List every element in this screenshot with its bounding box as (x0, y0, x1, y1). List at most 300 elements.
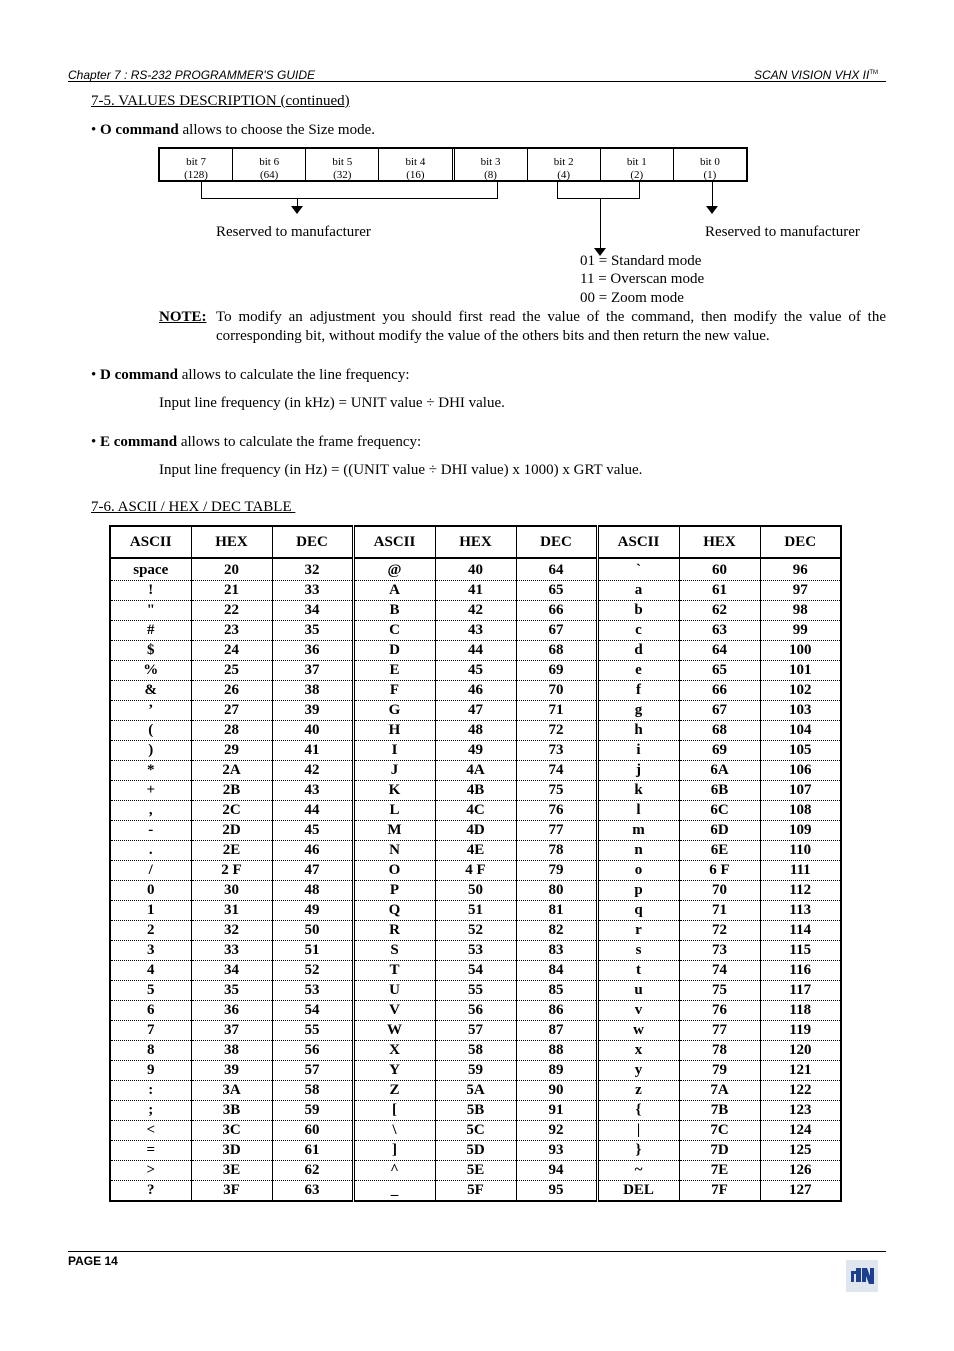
col-header: HEX (191, 526, 272, 558)
table-cell: 65 (516, 581, 597, 601)
mode-zoom: 00 = Zoom mode (580, 290, 684, 306)
table-cell: 96 (760, 558, 841, 581)
table-cell: 47 (435, 701, 516, 721)
table-cell: 74 (679, 961, 760, 981)
table-cell: 24 (191, 641, 272, 661)
table-cell: 35 (191, 981, 272, 1001)
table-cell: space (110, 558, 191, 581)
table-cell: | (597, 1121, 679, 1141)
table-cell: t (597, 961, 679, 981)
table-cell: L (353, 801, 435, 821)
table-cell: 82 (516, 921, 597, 941)
table-row (110, 1081, 841, 1101)
table-cell: 48 (435, 721, 516, 741)
table-cell: 63 (272, 1181, 353, 1202)
table-cell: v (597, 1001, 679, 1021)
table-cell: ] (353, 1141, 435, 1161)
table-cell: 58 (272, 1081, 353, 1101)
table-cell: 77 (679, 1021, 760, 1041)
table-cell: 79 (679, 1061, 760, 1081)
table-cell: 67 (679, 701, 760, 721)
table-cell: 23 (191, 621, 272, 641)
table-cell: 38 (272, 681, 353, 701)
table-row (110, 601, 841, 621)
bit-cell: bit 2 (4) (528, 149, 601, 180)
table-cell: 3E (191, 1161, 272, 1181)
table-cell: a (597, 581, 679, 601)
table-cell: 70 (516, 681, 597, 701)
table-cell: 6B (679, 781, 760, 801)
table-cell: N (353, 841, 435, 861)
table-cell: 33 (272, 581, 353, 601)
table-cell: , (110, 801, 191, 821)
table-cell: 58 (435, 1041, 516, 1061)
table-cell: 26 (191, 681, 272, 701)
table-cell: 6A (679, 761, 760, 781)
table-cell: 75 (516, 781, 597, 801)
table-cell: 100 (760, 641, 841, 661)
table-cell: 85 (516, 981, 597, 1001)
table-cell: 118 (760, 1001, 841, 1021)
table-cell: 6C (679, 801, 760, 821)
table-cell: ) (110, 741, 191, 761)
table-cell: 63 (679, 621, 760, 641)
table-cell: 6 (110, 1001, 191, 1021)
table-cell: 2B (191, 781, 272, 801)
table-cell: 52 (272, 961, 353, 981)
table-cell: 42 (272, 761, 353, 781)
table-row (110, 681, 841, 701)
table-cell: 45 (272, 821, 353, 841)
table-cell: 5E (435, 1161, 516, 1181)
table-cell: D (353, 641, 435, 661)
table-cell: 102 (760, 681, 841, 701)
table-cell: ; (110, 1101, 191, 1121)
table-row (110, 581, 841, 601)
table-cell: 28 (191, 721, 272, 741)
table-row (110, 841, 841, 861)
table-cell: E (353, 661, 435, 681)
table-cell: 59 (272, 1101, 353, 1121)
table-cell: 127 (760, 1181, 841, 1202)
table-cell: w (597, 1021, 679, 1041)
bit-cell: bit 7 (128) (160, 149, 233, 180)
table-cell: 30 (191, 881, 272, 901)
table-cell: 41 (435, 581, 516, 601)
col-header: ASCII (353, 526, 435, 558)
table-cell: . (110, 841, 191, 861)
reserved-right-label: Reserved to manufacturer (705, 224, 860, 240)
table-header-row (110, 526, 841, 558)
table-cell: : (110, 1081, 191, 1101)
table-cell: 40 (435, 558, 516, 581)
table-cell: 112 (760, 881, 841, 901)
footer-rule (68, 1251, 886, 1252)
table-cell: 2E (191, 841, 272, 861)
bullet: • (91, 367, 97, 383)
arrow-down-icon (706, 206, 718, 214)
table-cell: K (353, 781, 435, 801)
table-cell: 4E (435, 841, 516, 861)
table-cell: 78 (679, 1041, 760, 1061)
table-cell: 62 (272, 1161, 353, 1181)
table-cell: 43 (272, 781, 353, 801)
table-row (110, 781, 841, 801)
table-cell: 86 (516, 1001, 597, 1021)
table-cell: U (353, 981, 435, 1001)
table-cell: b (597, 601, 679, 621)
note-line-2: corresponding bit, without modify the value of the others bits and then return the new value. (216, 328, 770, 344)
table-cell: B (353, 601, 435, 621)
table-cell: e (597, 661, 679, 681)
table-row (110, 1121, 841, 1141)
col-header: DEC (516, 526, 597, 558)
table-cell: * (110, 761, 191, 781)
table-cell: 7 (110, 1021, 191, 1041)
table-cell: 1 (110, 901, 191, 921)
bracket-line (497, 182, 498, 198)
table-cell: P (353, 881, 435, 901)
bit-diagram (158, 147, 748, 182)
table-cell: 53 (435, 941, 516, 961)
table-cell: 6 F (679, 861, 760, 881)
table-cell: 5D (435, 1141, 516, 1161)
table-cell: 108 (760, 801, 841, 821)
table-cell: 46 (272, 841, 353, 861)
table-cell: c (597, 621, 679, 641)
table-cell: # (110, 621, 191, 641)
table-cell: 68 (516, 641, 597, 661)
table-cell: 50 (435, 881, 516, 901)
table-cell: V (353, 1001, 435, 1021)
table-cell: 31 (191, 901, 272, 921)
table-cell: 76 (679, 1001, 760, 1021)
table-cell: 36 (191, 1001, 272, 1021)
table-cell: 3F (191, 1181, 272, 1202)
table-cell: 7A (679, 1081, 760, 1101)
bit-cell: bit 1 (2) (601, 149, 674, 180)
table-cell: 66 (516, 601, 597, 621)
table-cell: 57 (272, 1061, 353, 1081)
table-cell: 123 (760, 1101, 841, 1121)
mode-overscan: 11 = Overscan mode (580, 271, 705, 287)
table-cell: d (597, 641, 679, 661)
table-cell: 2 F (191, 861, 272, 881)
table-cell: ` (597, 558, 679, 581)
table-cell: 2D (191, 821, 272, 841)
e-command-text: allows to calculate the frame frequency: (177, 434, 422, 450)
table-cell: 49 (435, 741, 516, 761)
table-row (110, 661, 841, 681)
table-cell: 5 (110, 981, 191, 1001)
table-cell: 46 (435, 681, 516, 701)
table-row (110, 641, 841, 661)
d-command-text: allows to calculate the line frequency: (177, 367, 410, 383)
bracket-line (201, 198, 498, 199)
table-cell: p (597, 881, 679, 901)
table-cell: < (110, 1121, 191, 1141)
table-cell: 75 (679, 981, 760, 1001)
table-cell: 36 (272, 641, 353, 661)
e-command-formula: Input line frequency (in Hz) = ((UNIT value ÷ DHI value) x 1000) x GRT value. (159, 462, 643, 478)
table-cell: 55 (272, 1021, 353, 1041)
table-cell: 2C (191, 801, 272, 821)
table-cell: 5A (435, 1081, 516, 1101)
table-cell: 124 (760, 1121, 841, 1141)
mode-standard: 01 = Standard mode (580, 253, 702, 269)
table-cell: 25 (191, 661, 272, 681)
table-cell: 5B (435, 1101, 516, 1121)
table-cell: 109 (760, 821, 841, 841)
col-header: DEC (272, 526, 353, 558)
table-cell: 0 (110, 881, 191, 901)
arrow-down-icon (291, 206, 303, 214)
table-cell: 119 (760, 1021, 841, 1041)
table-cell: h (597, 721, 679, 741)
table-cell: 6E (679, 841, 760, 861)
table-cell: - (110, 821, 191, 841)
table-cell: 4B (435, 781, 516, 801)
table-cell: 37 (191, 1021, 272, 1041)
table-row (110, 801, 841, 821)
table-cell: 35 (272, 621, 353, 641)
table-cell: 106 (760, 761, 841, 781)
table-cell: 33 (191, 941, 272, 961)
table-cell: 73 (516, 741, 597, 761)
table-cell: 121 (760, 1061, 841, 1081)
table-cell: 87 (516, 1021, 597, 1041)
table-cell: 92 (516, 1121, 597, 1141)
table-cell: 34 (272, 601, 353, 621)
table-cell: F (353, 681, 435, 701)
table-cell: 122 (760, 1081, 841, 1101)
reserved-left-label: Reserved to manufacturer (216, 224, 371, 240)
table-cell: 69 (679, 741, 760, 761)
table-cell: / (110, 861, 191, 881)
header-product-name: SCAN VISION VHX II (753, 68, 870, 82)
d-command-name: D command (100, 367, 178, 383)
table-cell: 105 (760, 741, 841, 761)
table-cell: l (597, 801, 679, 821)
table-cell: 120 (760, 1041, 841, 1061)
table-cell: 8 (110, 1041, 191, 1061)
logo-mark-icon (846, 1260, 878, 1292)
table-row (110, 558, 841, 581)
table-cell: H (353, 721, 435, 741)
table-cell: m (597, 821, 679, 841)
note-label: NOTE: (159, 309, 207, 325)
e-command-line (91, 433, 421, 451)
table-row (110, 1001, 841, 1021)
table-cell: 79 (516, 861, 597, 881)
table-cell: 78 (516, 841, 597, 861)
table-cell: \ (353, 1121, 435, 1141)
table-row (110, 1181, 841, 1202)
table-cell: 94 (516, 1161, 597, 1181)
table-cell: 104 (760, 721, 841, 741)
table-cell: 45 (435, 661, 516, 681)
table-cell: 77 (516, 821, 597, 841)
table-cell: f (597, 681, 679, 701)
page-number: PAGE 14 (68, 1254, 118, 1268)
table-cell: 61 (272, 1141, 353, 1161)
o-command-text: allows to choose the Size mode. (178, 122, 375, 138)
table-cell: > (110, 1161, 191, 1181)
table-cell: $ (110, 641, 191, 661)
table-cell: 113 (760, 901, 841, 921)
table-cell: 54 (272, 1001, 353, 1021)
table-cell: 110 (760, 841, 841, 861)
table-row (110, 901, 841, 921)
table-cell: I (353, 741, 435, 761)
table-cell: 51 (435, 901, 516, 921)
trademark: TM (869, 70, 878, 76)
table-cell: 34 (191, 961, 272, 981)
table-cell: 64 (516, 558, 597, 581)
table-cell: C (353, 621, 435, 641)
table-cell: 20 (191, 558, 272, 581)
table-cell: 41 (272, 741, 353, 761)
table-row (110, 1101, 841, 1121)
bit-cell: bit 0 (1) (700, 156, 720, 181)
table-cell: ( (110, 721, 191, 741)
table-cell: 5F (435, 1181, 516, 1202)
table-cell: 95 (516, 1181, 597, 1202)
table-cell: 70 (679, 881, 760, 901)
table-row (110, 881, 841, 901)
table-cell: 56 (435, 1001, 516, 1021)
table-cell: 7E (679, 1161, 760, 1181)
table-cell: + (110, 781, 191, 801)
table-cell: 44 (272, 801, 353, 821)
bracket-line (557, 182, 558, 198)
table-cell: 68 (679, 721, 760, 741)
table-cell: 81 (516, 901, 597, 921)
table-cell: 73 (679, 941, 760, 961)
o-command-name: O command (100, 122, 179, 138)
table-cell: 44 (435, 641, 516, 661)
table-cell: Y (353, 1061, 435, 1081)
bullet: • (91, 434, 97, 450)
table-cell: 65 (679, 661, 760, 681)
header-product (754, 68, 878, 82)
table-cell: X (353, 1041, 435, 1061)
col-header: DEC (760, 526, 841, 558)
table-row (110, 721, 841, 741)
table-cell: 90 (516, 1081, 597, 1101)
table-cell: 55 (435, 981, 516, 1001)
d-command-formula: Input line frequency (in kHz) = UNIT value ÷ DHI value. (159, 395, 505, 411)
table-row (110, 821, 841, 841)
header-chapter: Chapter 7 : RS-232 PROGRAMMER'S GUIDE (68, 68, 316, 82)
table-cell: ~ (597, 1161, 679, 1181)
table-cell: 126 (760, 1161, 841, 1181)
table-cell: 93 (516, 1141, 597, 1161)
header-rule (68, 81, 886, 82)
bit-cell: bit 6 (64) (233, 149, 306, 180)
table-cell: 4 (110, 961, 191, 981)
table-cell: 4D (435, 821, 516, 841)
d-command-line (91, 366, 410, 384)
table-cell: 5C (435, 1121, 516, 1141)
col-header: ASCII (597, 526, 679, 558)
table-row (110, 941, 841, 961)
bit-cell: bit 5 (32) (306, 149, 379, 180)
table-cell: 125 (760, 1141, 841, 1161)
table-cell: ’ (110, 701, 191, 721)
table-cell: r (597, 921, 679, 941)
table-cell: 60 (679, 558, 760, 581)
table-cell: 3B (191, 1101, 272, 1121)
table-row (110, 1021, 841, 1041)
table-cell: R (353, 921, 435, 941)
table-cell: 49 (272, 901, 353, 921)
table-cell: 62 (679, 601, 760, 621)
section-75-title: 7-5. VALUES DESCRIPTION (continued) (91, 93, 350, 109)
table-cell: 3A (191, 1081, 272, 1101)
table-cell: 43 (435, 621, 516, 641)
table-cell: 64 (679, 641, 760, 661)
table-cell: 50 (272, 921, 353, 941)
table-cell: 48 (272, 881, 353, 901)
table-cell: DEL (597, 1181, 679, 1202)
bit-cell: bit 3 (8) (455, 149, 528, 180)
table-cell: = (110, 1141, 191, 1161)
table-cell: [ (353, 1101, 435, 1121)
table-cell: 7C (679, 1121, 760, 1141)
table-cell: 53 (272, 981, 353, 1001)
table-cell: 59 (435, 1061, 516, 1081)
table-cell: i (597, 741, 679, 761)
table-row (110, 1041, 841, 1061)
table-cell: 32 (191, 921, 272, 941)
table-cell: 107 (760, 781, 841, 801)
table-row (110, 741, 841, 761)
table-cell: 2 (110, 921, 191, 941)
table-cell: Z (353, 1081, 435, 1101)
table-row (110, 761, 841, 781)
table-cell: 38 (191, 1041, 272, 1061)
table-row (110, 921, 841, 941)
e-command-name: E command (100, 434, 178, 450)
col-header: HEX (435, 526, 516, 558)
table-cell: u (597, 981, 679, 1001)
table-cell: 52 (435, 921, 516, 941)
table-cell: q (597, 901, 679, 921)
table-cell: A (353, 581, 435, 601)
table-cell: @ (353, 558, 435, 581)
bracket-line (557, 198, 640, 199)
table-cell: Q (353, 901, 435, 921)
bracket-line (201, 182, 202, 198)
table-row (110, 961, 841, 981)
table-cell: M (353, 821, 435, 841)
col-header: ASCII (110, 526, 191, 558)
table-cell: 69 (516, 661, 597, 681)
table-cell: 4A (435, 761, 516, 781)
table-cell: 6D (679, 821, 760, 841)
table-cell: 3C (191, 1121, 272, 1141)
table-cell: 32 (272, 558, 353, 581)
table-cell: % (110, 661, 191, 681)
table-cell: 39 (272, 701, 353, 721)
table-cell: 89 (516, 1061, 597, 1081)
table-cell: 72 (516, 721, 597, 741)
note-line-1: To modify an adjustment you should first read the value of the command, then modify the value of the (216, 309, 886, 325)
table-cell: 42 (435, 601, 516, 621)
table-cell: 27 (191, 701, 272, 721)
table-cell: O (353, 861, 435, 881)
